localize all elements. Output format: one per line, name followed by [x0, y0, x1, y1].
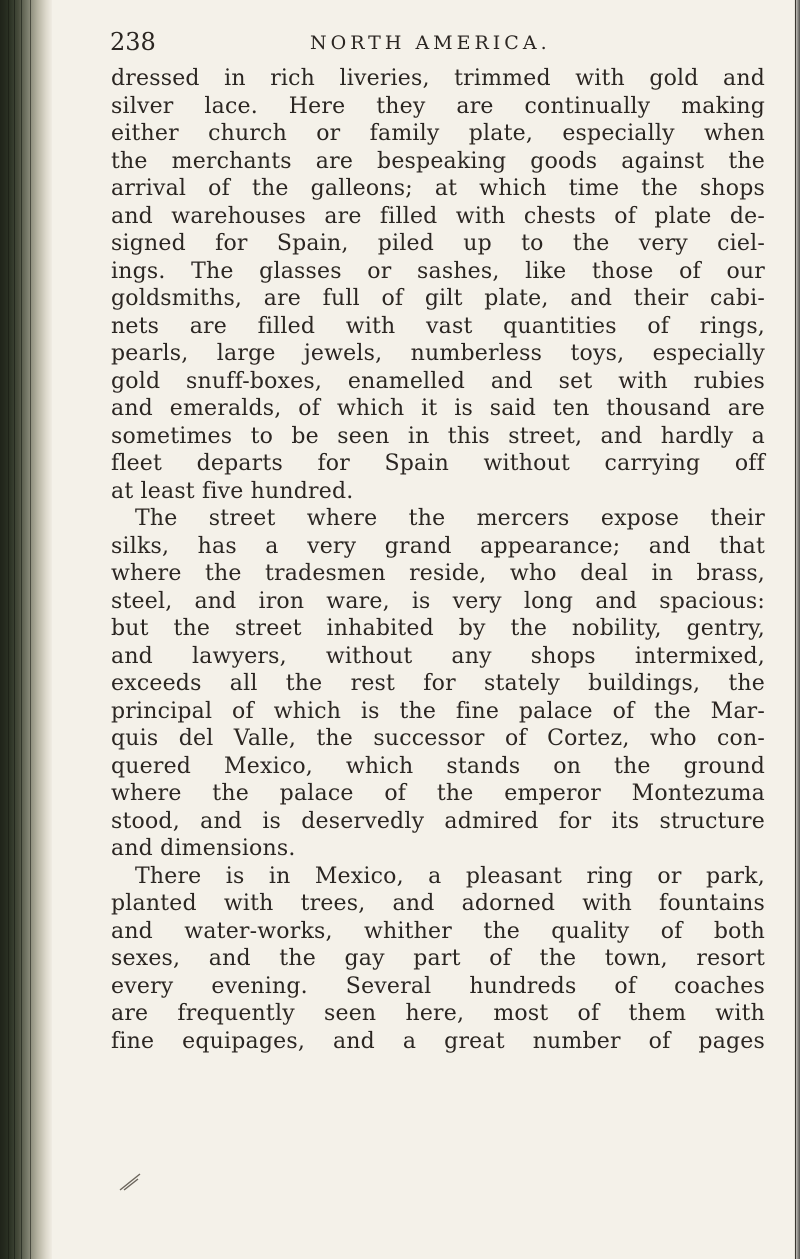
- running-head: NORTH AMERICA.: [310, 32, 551, 54]
- text-line: quered Mexico, which stands on the ground: [111, 753, 765, 779]
- text-line: either church or family plate, especially when: [111, 121, 765, 146]
- text-line: are frequently seen here, most of them with: [111, 1001, 765, 1026]
- text-line: arrival of the galleons; at which time the shops: [111, 176, 765, 201]
- text-line: The street where the mercers expose their: [135, 506, 765, 531]
- text-line: but the street inhabited by the nobility, gentry,: [111, 616, 765, 641]
- text-line: sometimes to be seen in this street, and hardly a: [111, 423, 765, 449]
- text-line: where the palace of the emperor Montezuma: [111, 781, 765, 806]
- text-line: and dimensions.: [111, 836, 296, 861]
- text-line: pearls, large jewels, numberless toys, especially: [111, 341, 765, 366]
- text-line: and water-works, whither the quality of both: [111, 918, 765, 944]
- text-line: silks, has a very grand appearance; and that: [111, 533, 765, 559]
- gutter-line: [8, 0, 9, 1259]
- text-line: and warehouses are filled with chests of plate de-: [111, 203, 765, 229]
- text-line: where the tradesmen reside, who deal in brass,: [111, 561, 765, 586]
- text-line: every evening. Several hundreds of coaches: [111, 973, 765, 999]
- page-right-edge-line: [795, 0, 796, 1259]
- text-line: nets are filled with vast quantities of rings,: [111, 313, 765, 339]
- text-line: at least five hundred.: [111, 478, 354, 504]
- text-line: principal of which is the fine palace of the Mar-: [111, 698, 765, 724]
- text-line: exceeds all the rest for stately buildings, the: [111, 671, 765, 696]
- body-text: [111, 65, 765, 1055]
- text-line: ings. The glasses or sashes, like those of our: [111, 258, 765, 284]
- text-line: quis del Valle, the successor of Cortez, who con-: [111, 726, 765, 751]
- page-number: 238: [110, 28, 156, 56]
- text-line: signed for Spain, piled up to the very ciel-: [111, 231, 765, 256]
- gutter-line: [14, 0, 15, 1259]
- signature-mark-icon: [118, 1168, 144, 1194]
- gutter-line: [21, 0, 22, 1259]
- text-line: sexes, and the gay part of the town, resort: [111, 946, 765, 971]
- text-line: and lawyers, without any shops intermixed,: [111, 643, 765, 669]
- page-header: [110, 28, 760, 64]
- gutter-line: [30, 0, 31, 1259]
- text-line: goldsmiths, are full of gilt plate, and their cabi-: [111, 286, 765, 311]
- text-line: silver lace. Here they are continually making: [111, 93, 765, 119]
- text-line: and emeralds, of which it is said ten thousand are: [111, 396, 765, 421]
- text-line: fine equipages, and a great number of pages: [111, 1028, 765, 1054]
- text-line: dressed in rich liveries, trimmed with gold and: [111, 66, 765, 91]
- text-line: There is in Mexico, a pleasant ring or park,: [135, 863, 765, 889]
- text-line: steel, and iron ware, is very long and spacious:: [111, 588, 765, 614]
- text-line: gold snuff-boxes, enamelled and set with rubies: [111, 368, 765, 394]
- text-line: stood, and is deservedly admired for its structure: [111, 808, 765, 834]
- book-gutter-shadow: [0, 0, 52, 1259]
- text-line: planted with trees, and adorned with fountains: [111, 891, 765, 916]
- text-line: fleet departs for Spain without carrying off: [111, 451, 765, 476]
- text-line: the merchants are bespeaking goods against the: [111, 148, 765, 174]
